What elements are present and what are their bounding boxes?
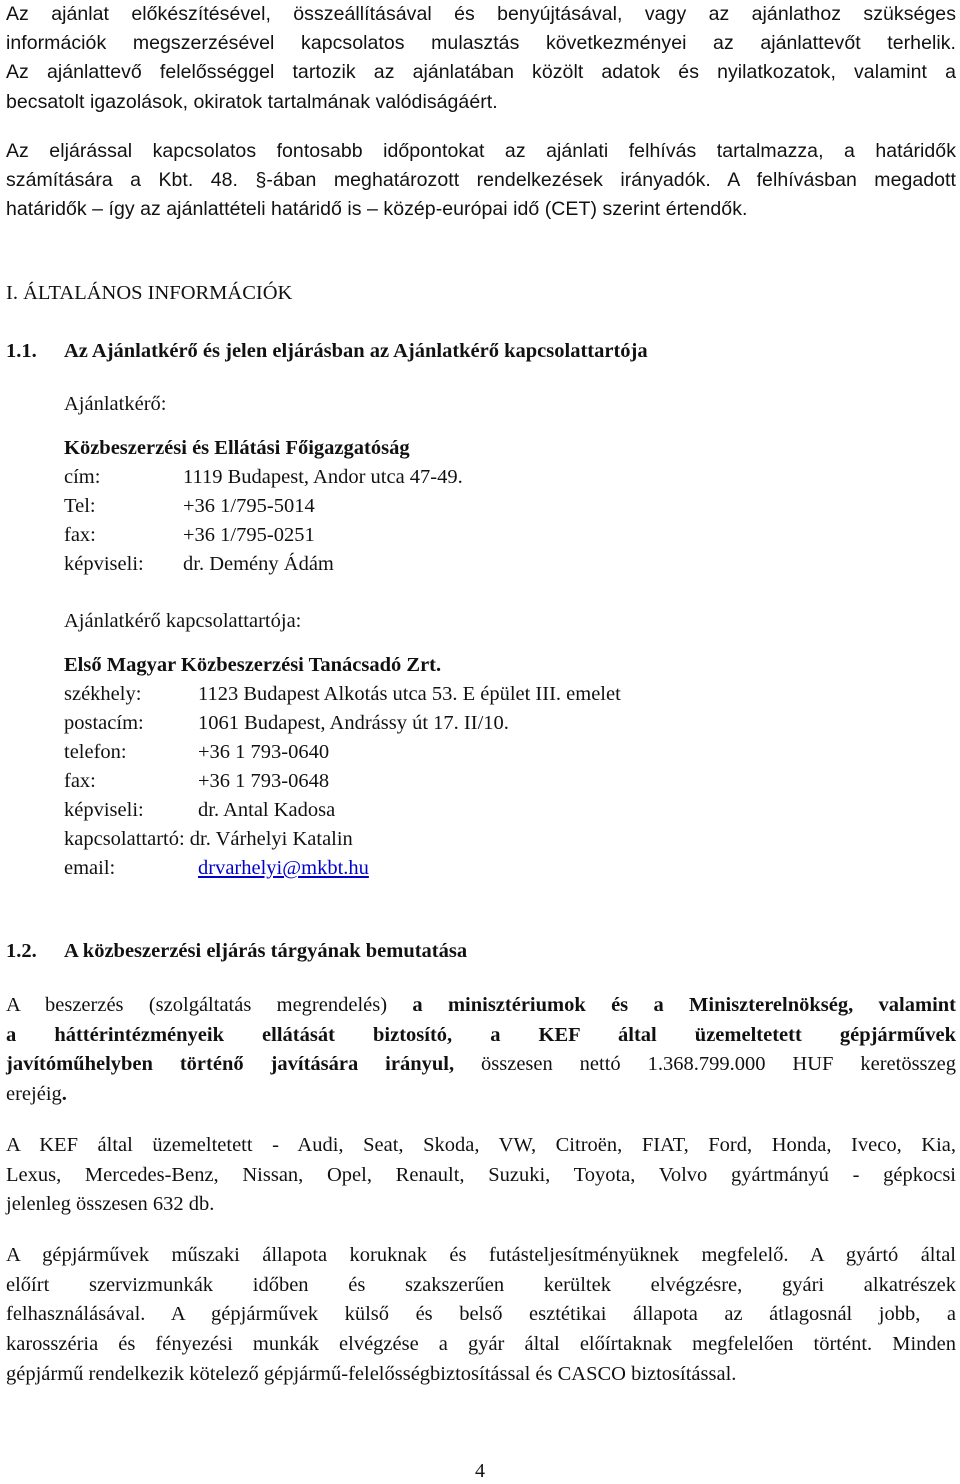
detail-value: 1123 Budapest Alkotás utca 53. E épület III. emelet: [198, 683, 621, 705]
condition-line: felhasználásával. A gépjárművek külső és belső esztétikai állapota az átlagosnál jobb, a: [6, 1303, 956, 1326]
deadlines-line: számítására a Kbt. 48. §-ában meghatározott rendelkezések irányadók. A felhívásban megadott: [6, 169, 956, 192]
detail-key: képviseli:: [64, 799, 144, 821]
detail-key: fax:: [64, 770, 96, 792]
detail-row: [64, 709, 956, 738]
detail-row: [64, 680, 956, 709]
subject-text-bold: javítóműhelyben történő javítására irányul,: [6, 1053, 455, 1076]
detail-row: [64, 767, 956, 796]
deadlines-paragraph: [6, 137, 956, 225]
contact-name: Első Magyar Közbeszerzési Tanácsadó Zrt.: [64, 654, 442, 676]
ajanlatkero-details: [64, 463, 956, 579]
ajanlatkero-label: Ajánlatkérő:: [64, 393, 167, 415]
detail-value: 1119 Budapest, Andor utca 47-49.: [183, 466, 463, 488]
detail-row: [64, 521, 956, 550]
detail-value: +36 1 793-0640: [198, 741, 330, 763]
ajanlatkero-name: Közbeszerzési és Ellátási Főigazgatóság: [64, 437, 410, 459]
subject-text-bold: a minisztériumok és a Miniszterelnökség, valamint: [412, 994, 957, 1016]
detail-row: [64, 463, 956, 492]
detail-key: fax:: [64, 524, 96, 546]
detail-value: dr. Antal Kadosa: [198, 799, 336, 821]
section-1-1: [6, 340, 956, 883]
detail-key: cím:: [64, 466, 101, 488]
intro-line: információk megszerzésével kapcsolatos mulasztás következményei az ajánlattevőt terhelik.: [6, 32, 956, 55]
detail-value: +36 1/795-0251: [183, 524, 315, 546]
detail-value: dr. Demény Ádám: [183, 553, 334, 575]
section-1-2-number: 1.2.: [6, 940, 37, 962]
email-link[interactable]: drvarhelyi@mkbt.hu: [198, 857, 369, 879]
detail-row: [64, 492, 956, 521]
section-1-1-number: 1.1.: [6, 340, 37, 362]
subject-text: erejéig: [6, 1083, 62, 1106]
intro-line: Az ajánlattevő felelősséggel tartozik az ajánlatában közölt adatok és nyilatkozatok, valamint a: [6, 61, 956, 84]
detail-value: +36 1/795-5014: [183, 495, 315, 517]
subject-text: összesen nettó 1.368.799.000 HUF keretösszeg: [454, 1053, 956, 1076]
condition-line: előírt szervizmunkák időben és szakszerűen kerültek elvégzésre, gyári alkatrészek: [6, 1273, 956, 1296]
section-1-1-title: Az Ajánlatkérő és jelen eljárásban az Ajánlatkérő kapcsolattartója: [64, 340, 648, 362]
vehicles-line: A KEF által üzemeltetett - Audi, Seat, Skoda, VW, Citroën, FIAT, Ford, Honda, Iveco, Kia,: [6, 1133, 956, 1156]
subject-text-bold: .: [61, 1083, 67, 1106]
kapcsolattarto-line: kapcsolattartó: dr. Várhelyi Katalin: [64, 828, 353, 850]
condition-paragraph: [6, 1241, 956, 1390]
condition-line: A gépjárművek műszaki állapota koruknak és futásteljesítményüknek megfelelő. A gyártó által: [6, 1243, 956, 1266]
contact-label: Ajánlatkérő kapcsolattartója:: [64, 610, 302, 632]
subject-line: [6, 1050, 956, 1080]
intro-paragraph: [6, 0, 956, 117]
detail-row: [64, 550, 956, 579]
detail-value: 1061 Budapest, Andrássy út 17. II/10.: [198, 712, 509, 734]
contracting-authority-block: [64, 390, 956, 883]
subject-paragraph: [6, 991, 956, 1110]
condition-line: gépjármű rendelkezik kötelező gépjármű-felelősségbiztosítással és CASCO biztosítással.: [6, 1362, 737, 1385]
email-label: email:: [64, 857, 116, 879]
intro-line: Az ajánlat előkészítésével, összeállításával és benyújtásával, vagy az ajánlathoz szükséges: [6, 3, 956, 25]
detail-key: telefon:: [64, 741, 127, 763]
subject-line: [6, 991, 956, 1021]
detail-value: +36 1 793-0648: [198, 770, 330, 792]
subject-text: A beszerzés (szolgáltatás megrendelés): [6, 994, 413, 1016]
email-row: [64, 854, 956, 883]
section-1-2-title: A közbeszerzési eljárás tárgyának bemutatása: [64, 940, 468, 962]
detail-key: postacím:: [64, 712, 144, 734]
vehicles-paragraph: [6, 1131, 956, 1220]
subject-line: a háttérintézményeik ellátását biztosító, a KEF által üzemeltetett gépjárművek: [6, 1023, 956, 1046]
page-number: 4: [475, 1460, 485, 1482]
vehicles-line: jelenleg összesen 632 db.: [6, 1193, 215, 1216]
subject-line: [6, 1080, 956, 1110]
condition-line: karosszéria és fényezési munkák elvégzése a gyár által előírtaknak megfelelően történt. Minden: [6, 1333, 956, 1356]
deadlines-line: Az eljárással kapcsolatos fontosabb időpontokat az ajánlati felhívás tartalmazza, a határidők: [6, 140, 956, 162]
contact-details: [64, 680, 956, 883]
section-title: I. ÁLTALÁNOS INFORMÁCIÓK: [6, 282, 293, 304]
deadlines-line: határidők – így az ajánlattételi határidő is – közép-európai idő (CET) szerint értendők.: [6, 198, 748, 221]
detail-row: [64, 796, 956, 825]
vehicles-line: Lexus, Mercedes-Benz, Nissan, Opel, Renault, Suzuki, Toyota, Volvo gyártmányú - gépkocsi: [6, 1163, 956, 1186]
section-1-2-heading: [6, 940, 956, 963]
detail-key: Tel:: [64, 495, 96, 517]
detail-key: székhely:: [64, 683, 142, 705]
detail-row: [64, 738, 956, 767]
section-1-1-heading: [6, 340, 956, 363]
intro-line: becsatolt igazolások, okiratok tartalmának valódiságáért.: [6, 90, 498, 113]
section-1-2: [6, 940, 956, 1389]
detail-key: képviseli:: [64, 553, 144, 575]
